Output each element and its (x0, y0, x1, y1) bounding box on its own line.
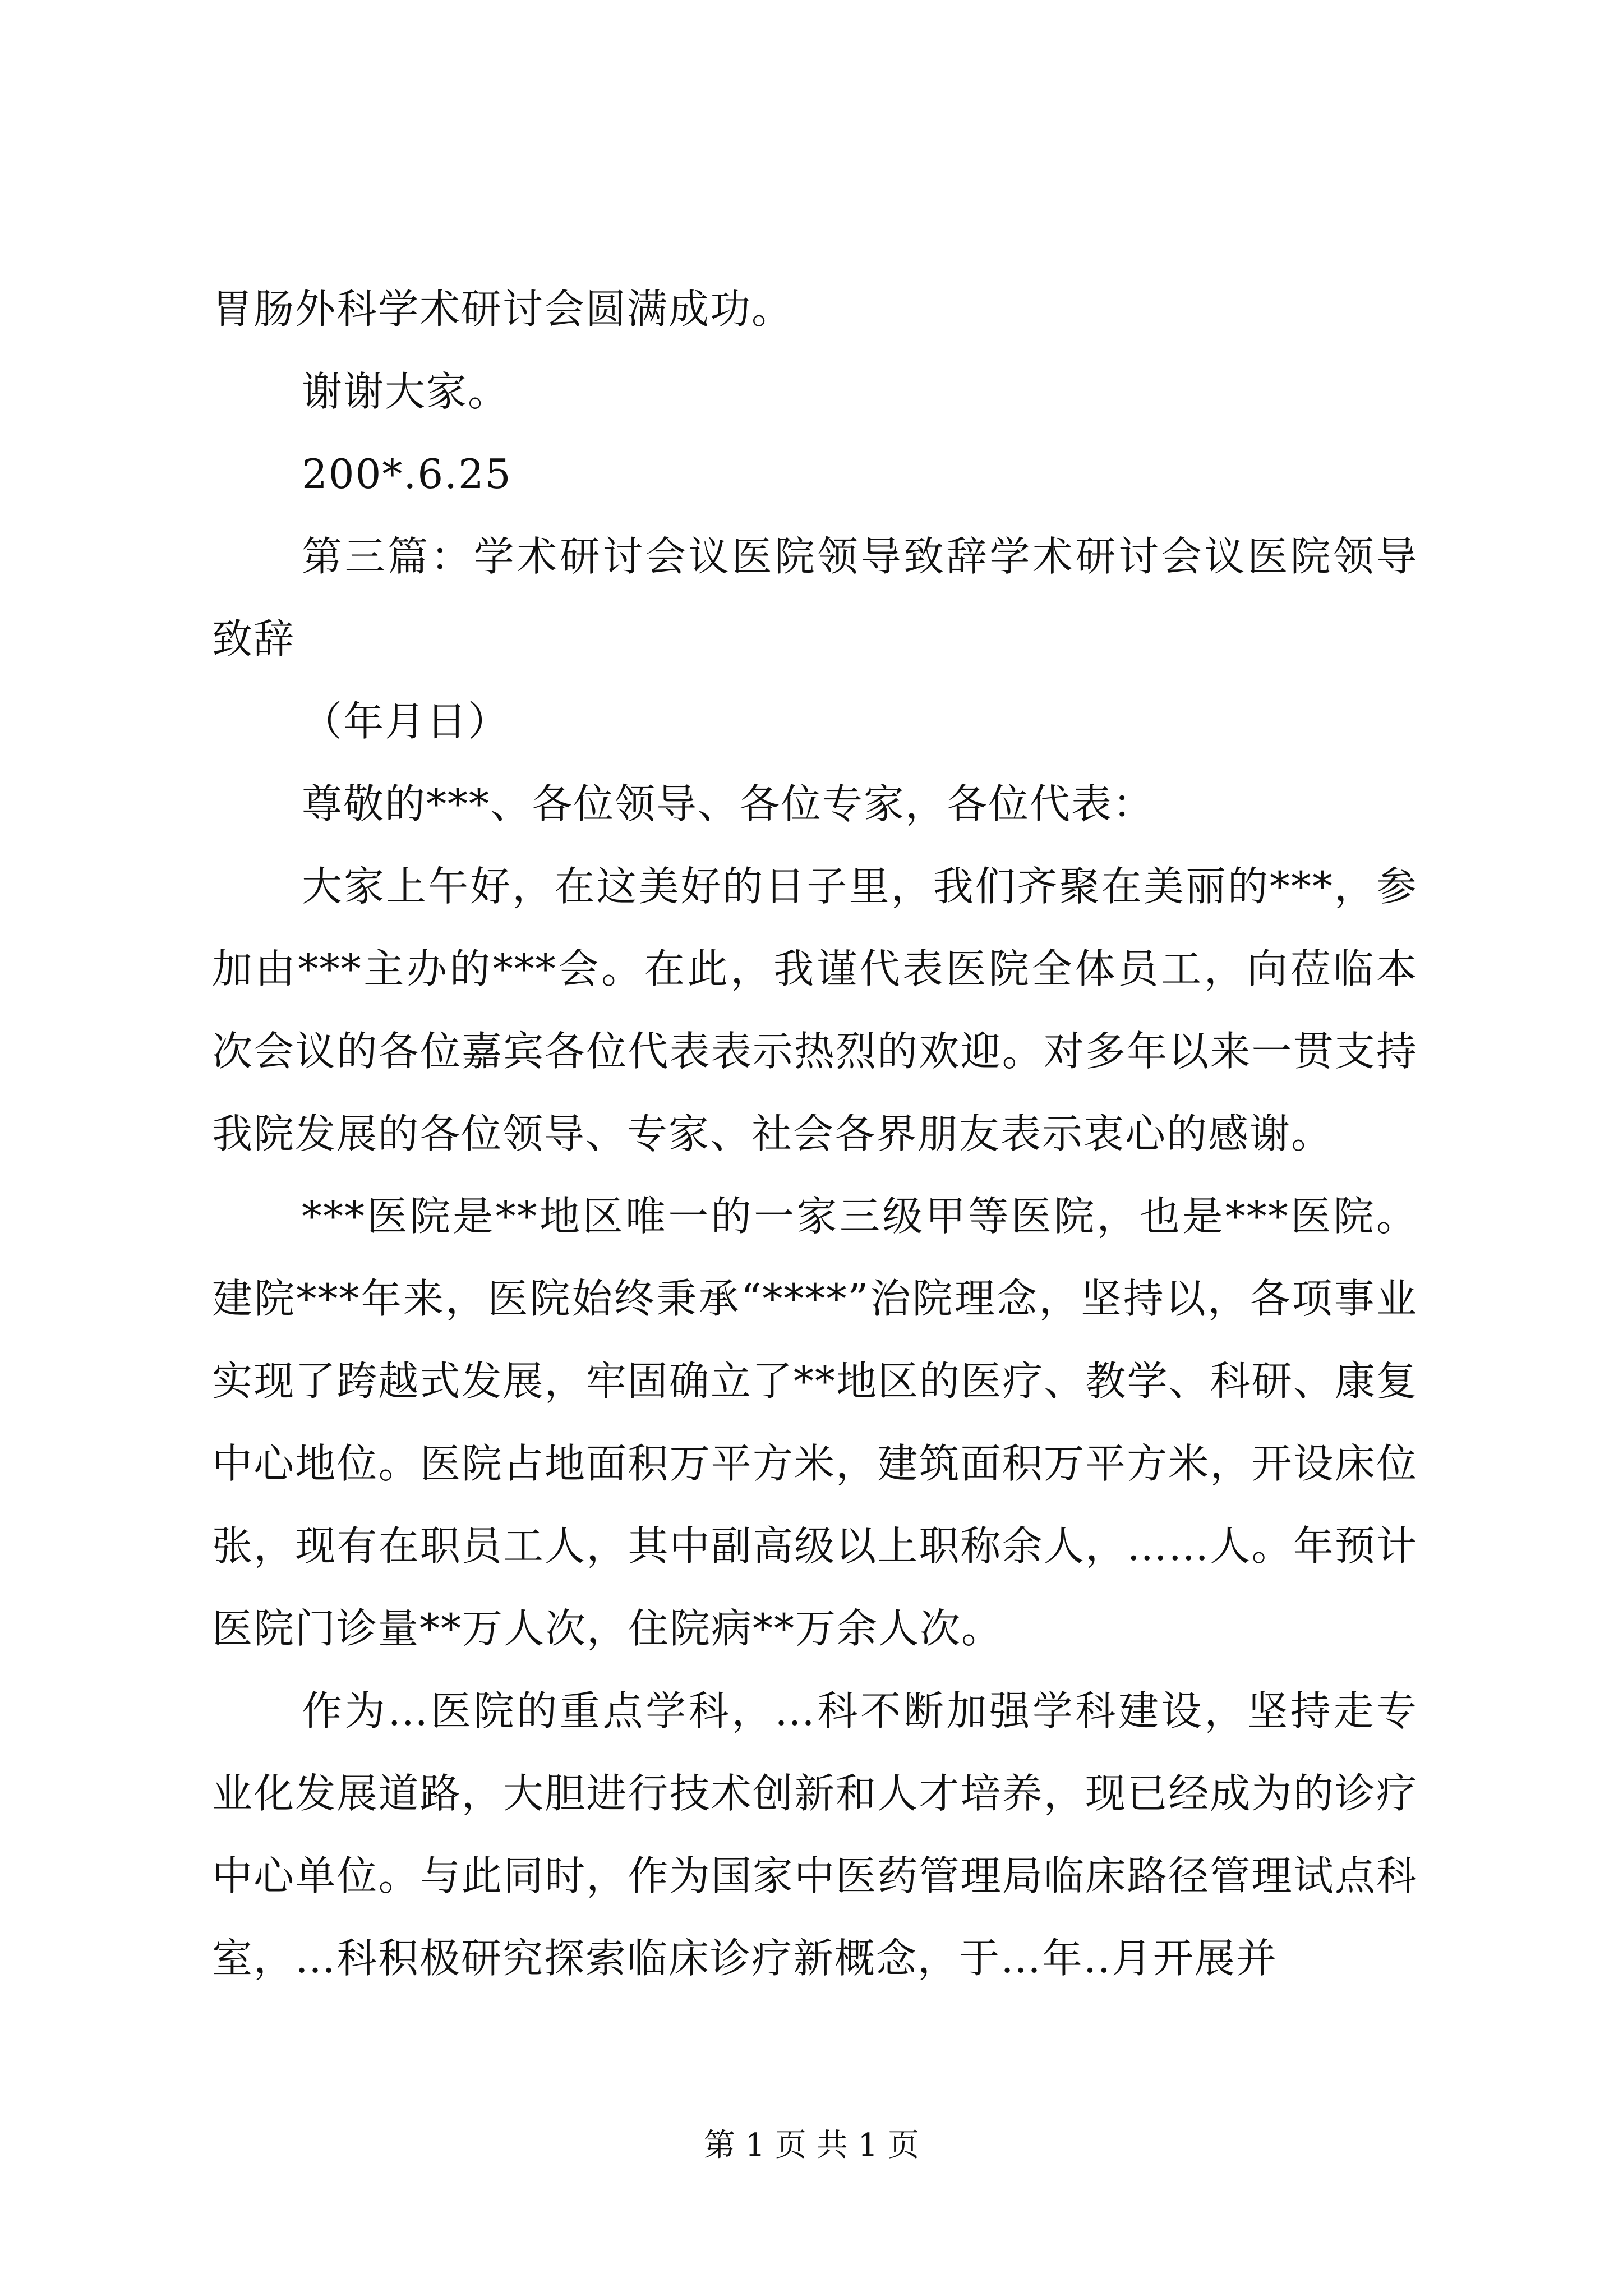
salutation: 尊敬的***、各位领导、各位专家，各位代表： (302, 780, 1155, 827)
paragraph: 作为…医院的重点学科，…科不断加强学科建设，坚持走专业化发展道路，大胆进行技术创新和人才培养，现已经成为的诊疗中心单位。与此同时，作为国家中医药管理局临床路径管理试点科室，…科积极研究探索临床诊疗新概念，于…年..月开展并 (212, 1687, 1418, 1982)
page-footer: 第 1 页 共 1 页 (703, 2127, 920, 2164)
document-body (212, 268, 1418, 2000)
paragraph: 谢谢大家。 (302, 368, 510, 415)
paragraph: 200*.6.25 (302, 450, 512, 498)
paragraph: ***医院是**地区唯一的一家三级甲等医院，也是***医院。建院***年来，医院始终秉承“****”治院理念，坚持以，各项事业实现了跨越式发展，牢固确立了**地区的医疗、教学、科研、康复中心地位。医院占地面积万平方米，建筑面积万平方米，开设床位张，现有在职员工人，其中副高级以上职称余人，……人。年预计医院门诊量**万人次，住院病**万余人次。 (212, 1193, 1418, 1652)
section-heading: 第三篇：学术研讨会议医院领导致辞学术研讨会议医院领导致辞 (212, 533, 1418, 662)
paragraph: 大家上午好，在这美好的日子里，我们齐聚在美丽的***，参加由***主办的***会。在此，我谨代表医院全体员工，向莅临本次会议的各位嘉宾各位代表表示热烈的欢迎。对多年以来一贯支持我院发展的各位领导、专家、社会各界朋友表示衷心的感谢。 (212, 863, 1418, 1157)
paragraph: 胃肠外科学术研讨会圆满成功。 (212, 286, 794, 333)
paragraph: （年月日） (302, 698, 510, 745)
